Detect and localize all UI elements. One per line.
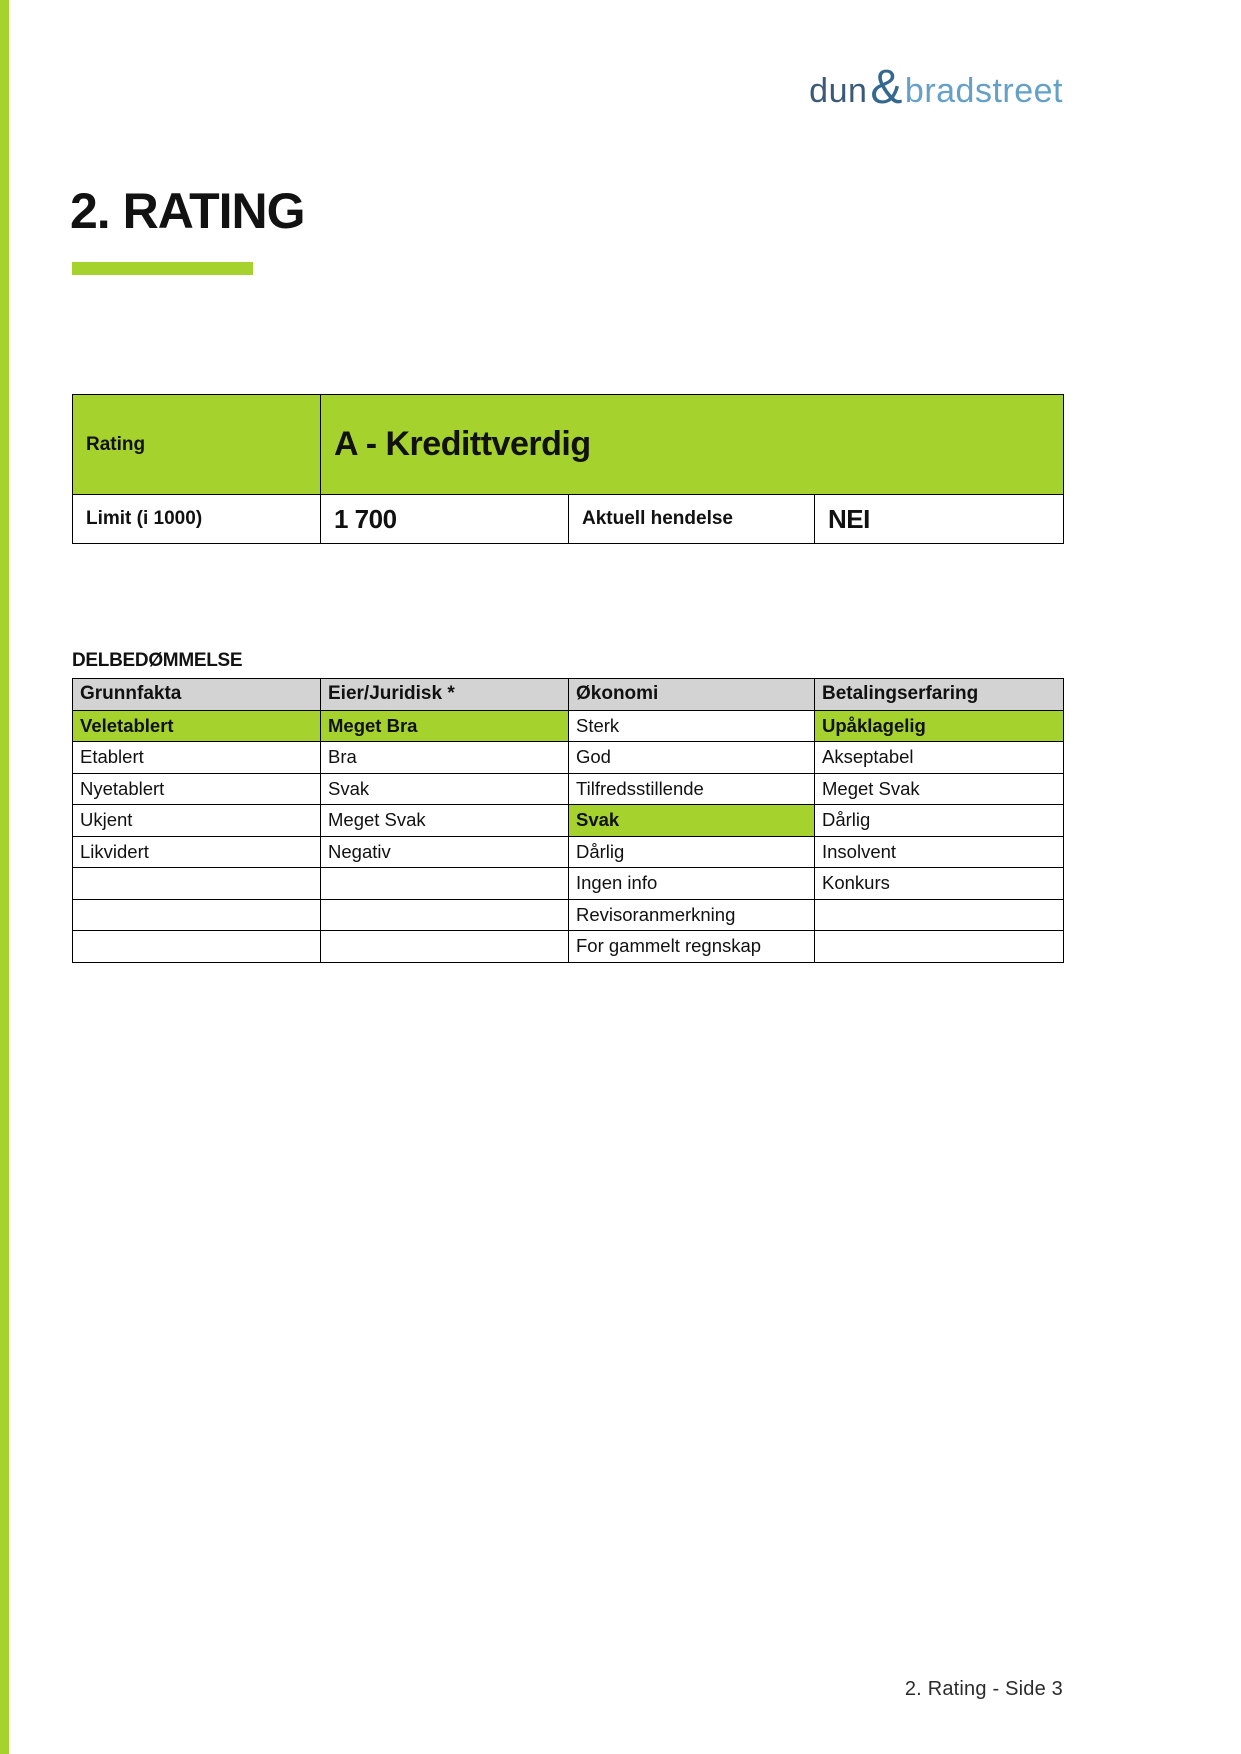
cell: Bra [321,742,569,774]
col-header-grunnfakta: Grunnfakta [73,679,321,711]
cell: Insolvent [815,836,1064,868]
cell [73,931,321,963]
cell: Ukjent [73,805,321,837]
rating-header-row [73,395,1064,495]
cell: Meget Svak [815,773,1064,805]
cell: Sterk [569,710,815,742]
cell [73,868,321,900]
table-row [73,868,1064,900]
rating-value: A - Kredittverdig [321,395,1064,495]
delbedommelse-title: DELBEDØMMELSE [72,650,243,671]
dun-bradstreet-logo [809,61,1063,118]
cell: Dårlig [569,836,815,868]
cell: God [569,742,815,774]
cell: Konkurs [815,868,1064,900]
cell: Akseptabel [815,742,1064,774]
cell: Upåklagelig [815,710,1064,742]
rating-limit-row [73,495,1064,544]
cell [321,868,569,900]
event-label: Aktuell hendelse [569,495,815,544]
title-accent-bar [72,262,253,275]
table-row [73,773,1064,805]
cell [815,931,1064,963]
logo-word-dun: dun [809,72,868,110]
table-row [73,805,1064,837]
col-header-okonomi: Økonomi [569,679,815,711]
table-row [73,836,1064,868]
event-value: NEI [815,495,1064,544]
cell: Nyetablert [73,773,321,805]
page-footer: 2. Rating - Side 3 [904,1678,1063,1700]
cell: Revisoranmerkning [569,899,815,931]
cell: Meget Bra [321,710,569,742]
cell: Veletablert [73,710,321,742]
cell [321,899,569,931]
table-row [73,742,1064,774]
delbedommelse-table [72,678,1064,963]
cell: Etablert [73,742,321,774]
table-row [73,931,1064,963]
column-header-row [73,679,1064,711]
table-row [73,899,1064,931]
cell [321,931,569,963]
page-edge-accent [0,0,9,1754]
col-header-eier-juridisk: Eier/Juridisk * [321,679,569,711]
limit-value: 1 700 [321,495,569,544]
cell: For gammelt regnskap [569,931,815,963]
cell: Tilfredsstillende [569,773,815,805]
cell: Ingen info [569,868,815,900]
table-row [73,710,1064,742]
cell: Negativ [321,836,569,868]
cell [73,899,321,931]
cell [815,899,1064,931]
cell: Likvidert [73,836,321,868]
page-title: 2. RATING [70,183,305,239]
cell: Meget Svak [321,805,569,837]
cell: Dårlig [815,805,1064,837]
rating-label: Rating [73,395,321,495]
ampersand-icon: & [870,61,903,114]
cell: Svak [321,773,569,805]
cell: Svak [569,805,815,837]
rating-summary-table [72,394,1064,544]
limit-label: Limit (i 1000) [73,495,321,544]
logo-word-bradstreet: bradstreet [904,72,1063,110]
col-header-betalingserfaring: Betalingserfaring [815,679,1064,711]
